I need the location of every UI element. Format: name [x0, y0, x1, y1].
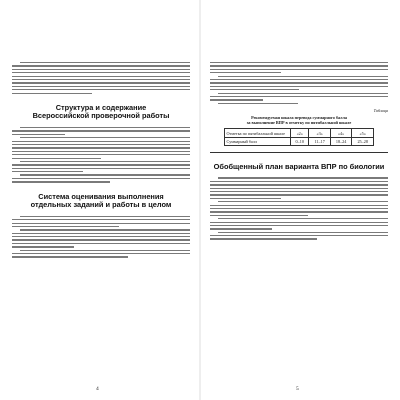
table-cell: 25–28	[352, 137, 374, 145]
section-heading-structure: Структура и содержание Всероссийской проверочной работы	[32, 102, 170, 121]
right-page	[200, 0, 400, 400]
body-paragraph	[12, 137, 190, 159]
body-paragraph	[12, 127, 190, 135]
body-paragraph	[210, 201, 388, 216]
table-cell: 0–10	[291, 137, 309, 145]
page-number: 4	[96, 386, 99, 392]
table-cell: «4»	[330, 129, 352, 137]
body-paragraph	[210, 218, 388, 229]
body-paragraph	[12, 174, 190, 182]
table-row	[225, 129, 374, 137]
body-paragraph	[210, 103, 388, 104]
body-paragraph	[210, 76, 388, 91]
grade-conversion-table	[224, 128, 374, 146]
body-paragraph	[12, 62, 190, 94]
section-heading-grading: Система оценивания выполнения отдельных заданий и работы в целом	[30, 191, 172, 210]
body-paragraph	[12, 250, 190, 258]
table-row-header: Суммарный балл	[225, 137, 291, 145]
table-cell: «3»	[309, 129, 330, 137]
body-paragraph	[12, 161, 190, 172]
page-number: 5	[296, 386, 299, 392]
section-heading-plan: Обобщенный план варианта ВПР по биологии	[213, 161, 385, 171]
table-label: Таблица	[373, 107, 388, 113]
table-cell: «2»	[291, 129, 309, 137]
table-row-header: Отметка по пятибалльной шкале	[225, 129, 291, 137]
body-paragraph	[210, 177, 388, 199]
table-cell: 11–17	[309, 137, 330, 145]
body-paragraph	[210, 232, 388, 240]
body-paragraph	[210, 62, 388, 73]
table-caption: Рекомендуемая шкала перевода суммарного балла за выполнение ВПР в отметку по пятибалльной шкале	[246, 114, 352, 126]
divider	[210, 152, 388, 153]
body-paragraph	[12, 216, 190, 227]
body-paragraph	[210, 93, 388, 101]
table-cell: 18–24	[330, 137, 352, 145]
body-paragraph	[12, 229, 190, 247]
table-cell: «5»	[352, 129, 374, 137]
table-row	[225, 137, 374, 145]
